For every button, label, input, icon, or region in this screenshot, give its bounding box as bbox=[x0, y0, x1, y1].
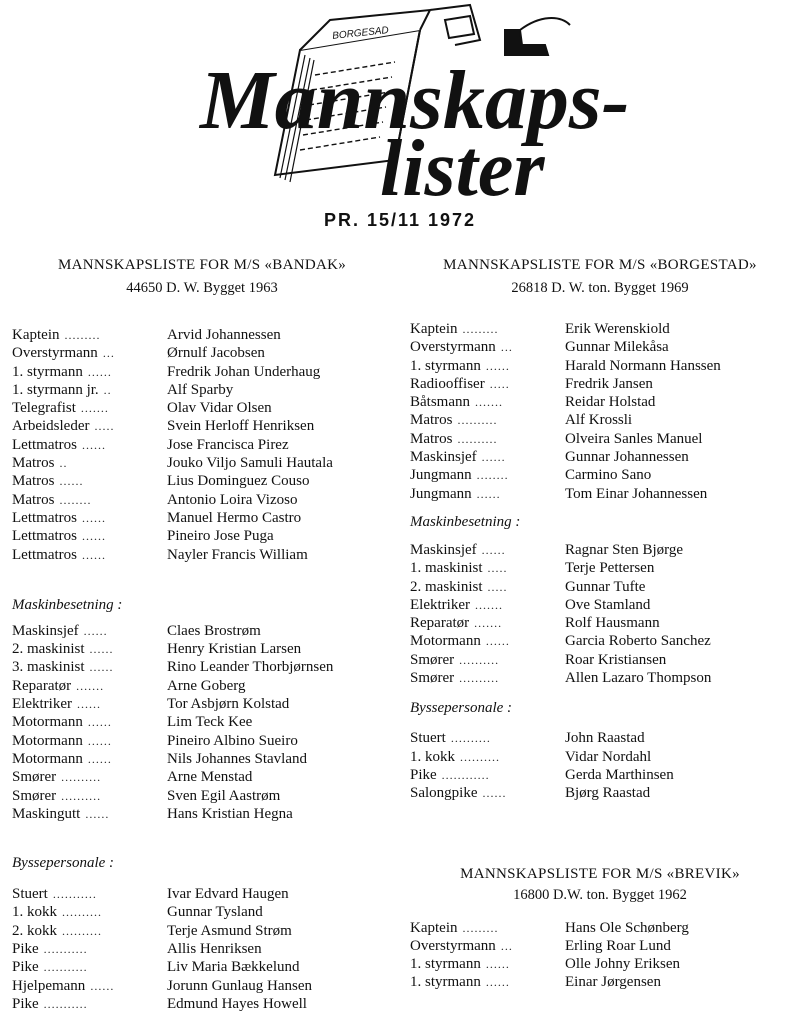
crew-name: Ørnulf Jacobsen bbox=[167, 345, 265, 362]
crew-row bbox=[12, 695, 392, 713]
crew-name: Olveira Sanles Manuel bbox=[565, 430, 703, 447]
crew-name: Liv Maria Bækkelund bbox=[167, 959, 300, 976]
leader-dots: ............ bbox=[441, 767, 490, 782]
crew-row bbox=[12, 454, 392, 472]
crew-row bbox=[12, 958, 392, 976]
crew-role: 1. styrmann jr. bbox=[12, 381, 99, 398]
crew-role: 1. styrmann bbox=[410, 956, 481, 973]
crew-name: Pineiro Albino Sueiro bbox=[167, 732, 298, 749]
engine-heading: Maskinbesetning : bbox=[12, 596, 123, 613]
leader-dots: ........... bbox=[43, 996, 88, 1011]
galley-crew-list bbox=[410, 729, 790, 802]
crew-row bbox=[410, 541, 790, 559]
leader-dots: .......... bbox=[457, 431, 498, 446]
crew-row bbox=[12, 713, 392, 731]
crew-name: Rino Leander Thorbjørnsen bbox=[167, 659, 334, 676]
crew-name: Pineiro Jose Puga bbox=[167, 528, 274, 545]
deck-crew-list bbox=[12, 326, 392, 564]
crew-row bbox=[410, 632, 790, 650]
crew-row bbox=[12, 940, 392, 958]
leader-dots: ..... bbox=[487, 561, 508, 576]
crew-row bbox=[410, 937, 790, 955]
crew-name: Edmund Hayes Howell bbox=[167, 995, 307, 1012]
crew-row bbox=[410, 784, 790, 802]
crew-role: Pike bbox=[12, 959, 39, 976]
crew-row bbox=[410, 651, 790, 669]
crew-name: Fredrik Jansen bbox=[565, 375, 653, 392]
crew-role: Maskingutt bbox=[12, 805, 81, 822]
crew-row bbox=[410, 919, 790, 937]
leader-dots: ...... bbox=[59, 474, 84, 489]
crew-name: Jorunn Gunlaug Hansen bbox=[167, 977, 312, 994]
crew-name: Olav Vidar Olsen bbox=[167, 400, 272, 417]
crew-role: Hjelpemann bbox=[12, 977, 86, 994]
crew-name: Vidar Nordahl bbox=[565, 748, 652, 765]
crew-name: Reidar Holstad bbox=[565, 394, 656, 411]
leader-dots: ........ bbox=[59, 492, 92, 507]
crew-role: Matros bbox=[12, 455, 55, 472]
leader-dots: ...... bbox=[87, 733, 112, 748]
crew-row bbox=[12, 750, 392, 768]
crew-role: 1. kokk bbox=[410, 748, 455, 765]
leader-dots: .......... bbox=[450, 731, 491, 746]
crew-role: Salongpike bbox=[410, 785, 478, 802]
crew-row bbox=[12, 732, 392, 750]
date-heading: PR. 15/11 1972 bbox=[323, 210, 477, 230]
crew-name: Tom Einar Johannessen bbox=[565, 485, 708, 502]
crew-name: Einar Jørgensen bbox=[565, 974, 661, 991]
crew-role: Pike bbox=[410, 766, 437, 783]
crew-name: Erling Roar Lund bbox=[565, 937, 671, 954]
crew-role: Matros bbox=[410, 412, 453, 429]
leader-dots: ....... bbox=[475, 395, 503, 410]
leader-dots: ........... bbox=[52, 887, 97, 902]
crew-name: Arvid Johannessen bbox=[167, 327, 281, 343]
leader-dots: ...... bbox=[81, 437, 106, 452]
crew-row bbox=[12, 622, 392, 640]
leader-dots: ... bbox=[500, 938, 513, 953]
crew-role: Lettmatros bbox=[12, 528, 77, 545]
crew-name: Gunnar Johannessen bbox=[565, 449, 689, 466]
deck-crew-list bbox=[410, 919, 790, 992]
crew-role: Radiooffiser bbox=[410, 375, 485, 392]
crew-row bbox=[12, 381, 392, 399]
crew-role: 2. maskinist bbox=[410, 578, 483, 595]
crew-row bbox=[410, 466, 790, 484]
crew-name: Carmino Sano bbox=[565, 467, 652, 484]
crew-name: John Raastad bbox=[565, 730, 645, 747]
crew-row bbox=[12, 885, 392, 903]
crew-role: Telegrafist bbox=[12, 400, 76, 417]
crew-role: Maskinsjef bbox=[410, 449, 477, 466]
crew-name: Ove Stamland bbox=[565, 596, 651, 613]
crew-row bbox=[410, 955, 790, 973]
leader-dots: ...... bbox=[89, 660, 114, 675]
crew-role: Matros bbox=[12, 473, 55, 490]
leader-dots: .......... bbox=[62, 905, 102, 920]
crew-role: 1. styrmann bbox=[410, 974, 481, 991]
leader-dots: ...... bbox=[85, 806, 110, 821]
crew-name: Harald Normann Hanssen bbox=[565, 357, 721, 374]
crew-row bbox=[12, 326, 392, 344]
crew-role: Reparatør bbox=[410, 615, 470, 632]
crew-name: Manuel Hermo Castro bbox=[167, 509, 302, 526]
crew-role: Kaptein bbox=[410, 321, 458, 337]
crew-role: 2. kokk bbox=[12, 922, 57, 939]
crew-name: Lius Dominguez Couso bbox=[167, 473, 310, 490]
crew-name: Claes Brostrøm bbox=[167, 622, 261, 639]
crew-role: Stuert bbox=[12, 886, 48, 903]
crew-role: Jungmann bbox=[410, 467, 472, 484]
crew-name: Alf Krossli bbox=[565, 412, 633, 429]
crew-name: Fredrik Johan Underhaug bbox=[167, 363, 321, 380]
crew-role: Motormann bbox=[12, 714, 83, 731]
leader-dots: ......... bbox=[462, 322, 499, 336]
crew-role: Matros bbox=[410, 430, 453, 447]
crew-row bbox=[410, 430, 790, 448]
crew-role: Pike bbox=[12, 941, 39, 958]
crew-row bbox=[410, 559, 790, 577]
crew-name: Terje Pettersen bbox=[565, 560, 655, 577]
crew-role: Elektriker bbox=[12, 696, 72, 713]
leader-dots: ...... bbox=[76, 697, 101, 712]
crew-name: Arne Goberg bbox=[167, 677, 246, 694]
leader-dots: .......... bbox=[61, 770, 102, 785]
crew-row bbox=[410, 614, 790, 632]
crew-row bbox=[12, 546, 392, 564]
leader-dots: .......... bbox=[62, 923, 102, 938]
leader-dots: ...... bbox=[90, 978, 115, 993]
crew-row bbox=[12, 640, 392, 658]
crew-name: Arne Menstad bbox=[167, 769, 253, 786]
crew-row bbox=[410, 393, 790, 411]
leader-dots: ...... bbox=[481, 450, 506, 465]
crew-role: Jungmann bbox=[410, 485, 472, 502]
crew-row bbox=[12, 787, 392, 805]
crew-role: Lettmatros bbox=[12, 509, 77, 526]
title-line2: lister bbox=[380, 125, 545, 210]
brevik-section bbox=[410, 865, 790, 992]
crew-row bbox=[12, 977, 392, 995]
bandak-section bbox=[12, 256, 392, 1013]
crew-row bbox=[12, 399, 392, 417]
leader-dots: .. bbox=[103, 382, 112, 397]
leader-dots: ... bbox=[500, 340, 513, 355]
crew-name: Henry Kristian Larsen bbox=[167, 641, 302, 658]
deck-crew-list bbox=[410, 320, 790, 503]
crew-role: Overstyrmann bbox=[410, 339, 496, 356]
crew-role: 1. maskinist bbox=[410, 560, 483, 577]
crew-name: Gunnar Tufte bbox=[565, 578, 646, 595]
crew-row bbox=[410, 485, 790, 503]
crew-role: Lettmatros bbox=[12, 436, 77, 453]
crew-role: 2. maskinist bbox=[12, 641, 85, 658]
crew-role: Overstyrmann bbox=[410, 937, 496, 954]
section-subtitle: 44650 D. W. Bygget 1963 bbox=[126, 280, 278, 296]
engine-crew-list bbox=[410, 541, 790, 687]
crew-row bbox=[12, 922, 392, 940]
galley-crew-list bbox=[12, 885, 392, 1013]
crew-role: Matros bbox=[12, 491, 55, 508]
crew-role: Lettmatros bbox=[12, 546, 77, 563]
leader-dots: ...... bbox=[89, 642, 114, 657]
leader-dots: ...... bbox=[81, 529, 106, 544]
crew-row bbox=[410, 973, 790, 991]
leader-dots: ... bbox=[102, 346, 115, 361]
crew-row bbox=[12, 768, 392, 786]
crew-row bbox=[12, 903, 392, 921]
engine-heading: Maskinbesetning : bbox=[410, 513, 521, 530]
crew-name: Ragnar Sten Bjørge bbox=[565, 541, 684, 558]
crew-row bbox=[410, 578, 790, 596]
leader-dots: .......... bbox=[459, 652, 500, 667]
leader-dots: ........... bbox=[43, 960, 88, 975]
leader-dots: ........... bbox=[43, 942, 88, 957]
leader-dots: ...... bbox=[83, 623, 108, 638]
leader-dots: ...... bbox=[482, 786, 507, 801]
section-title: MANNSKAPSLISTE FOR M/S «BANDAK» bbox=[57, 257, 347, 273]
crew-row bbox=[12, 658, 392, 676]
crew-role: Motormann bbox=[12, 750, 83, 767]
crew-role: Smører bbox=[410, 670, 455, 687]
leader-dots: ......... bbox=[462, 920, 499, 935]
crew-role: Stuert bbox=[410, 730, 446, 747]
galley-heading: Byssepersonale : bbox=[410, 700, 513, 717]
leader-dots: ...... bbox=[485, 358, 510, 373]
crew-role: Kaptein bbox=[410, 919, 458, 936]
leader-dots: ....... bbox=[474, 616, 503, 631]
crew-name: Roar Kristiansen bbox=[565, 651, 667, 668]
crew-role: Reparatør bbox=[12, 677, 72, 694]
crew-role: Båtsmann bbox=[410, 394, 470, 411]
header-illustration bbox=[0, 0, 800, 210]
crew-name: Gerda Marthinsen bbox=[565, 766, 674, 783]
leader-dots: .......... bbox=[459, 671, 500, 686]
crew-row bbox=[410, 748, 790, 766]
crew-name: Tor Asbjørn Kolstad bbox=[167, 696, 290, 713]
leader-dots: .......... bbox=[457, 413, 498, 428]
crew-row bbox=[410, 729, 790, 747]
crew-name: Jose Francisca Pirez bbox=[167, 436, 289, 453]
leader-dots: ....... bbox=[80, 401, 109, 416]
crew-row bbox=[12, 436, 392, 454]
crew-row bbox=[12, 805, 392, 823]
crew-row bbox=[410, 375, 790, 393]
crew-name: Alf Sparby bbox=[167, 381, 234, 398]
leader-dots: ...... bbox=[87, 751, 112, 766]
crew-row bbox=[12, 363, 392, 381]
crew-role: 3. maskinist bbox=[12, 659, 85, 676]
crew-row bbox=[410, 357, 790, 375]
crew-row bbox=[12, 417, 392, 435]
leader-dots: ..... bbox=[489, 376, 510, 391]
leader-dots: ..... bbox=[94, 419, 115, 434]
section-subtitle: 16800 D.W. ton. Bygget 1962 bbox=[513, 886, 687, 903]
crew-name: Sven Egil Aastrøm bbox=[167, 787, 281, 804]
leader-dots: ...... bbox=[87, 715, 112, 730]
leader-dots: ........ bbox=[476, 468, 509, 483]
crew-name: Garcia Roberto Sanchez bbox=[565, 633, 711, 650]
crew-name: Gunnar Tysland bbox=[167, 904, 263, 921]
leader-dots: ...... bbox=[485, 634, 510, 649]
leader-dots: .......... bbox=[61, 788, 102, 803]
leader-dots: ....... bbox=[76, 678, 105, 693]
leader-dots: ....... bbox=[474, 597, 503, 612]
leader-dots: ...... bbox=[476, 486, 501, 501]
crew-row bbox=[410, 320, 790, 338]
crew-role: 1. styrmann bbox=[12, 363, 83, 380]
leader-dots: ...... bbox=[81, 547, 106, 562]
crew-row bbox=[410, 338, 790, 356]
crew-role: 1. styrmann bbox=[410, 357, 481, 374]
crew-row bbox=[410, 448, 790, 466]
crew-row bbox=[12, 344, 392, 362]
crew-row bbox=[12, 509, 392, 527]
crew-row bbox=[12, 472, 392, 490]
crew-name: Allis Henriksen bbox=[167, 941, 262, 958]
crew-name: Erik Werenskiold bbox=[565, 321, 670, 337]
leader-dots: ...... bbox=[87, 364, 112, 379]
leader-dots: ...... bbox=[81, 510, 106, 525]
section-title: MANNSKAPSLISTE FOR M/S «BORGESTAD» bbox=[443, 257, 757, 273]
leader-dots: ..... bbox=[487, 579, 508, 594]
crew-name: Gunnar Milekåsa bbox=[565, 339, 669, 356]
newspaper-label: BORGESAD bbox=[331, 25, 390, 42]
crew-name: Nils Johannes Stavland bbox=[167, 750, 307, 767]
crew-role: 1. kokk bbox=[12, 904, 57, 921]
crew-role: Smører bbox=[410, 651, 455, 668]
galley-heading: Byssepersonale : bbox=[12, 855, 115, 872]
crew-name: Lim Teck Kee bbox=[167, 714, 253, 731]
crew-name: Jouko Viljo Samuli Hautala bbox=[167, 455, 333, 472]
crew-role: Overstyrmann bbox=[12, 345, 98, 362]
section-subtitle: 26818 D. W. ton. Bygget 1969 bbox=[511, 280, 689, 296]
section-title: MANNSKAPSLISTE FOR M/S «BREVIK» bbox=[460, 865, 740, 882]
crew-role: Maskinsjef bbox=[410, 541, 477, 558]
leader-dots: .......... bbox=[460, 749, 500, 764]
crew-role: Elektriker bbox=[410, 596, 470, 613]
leader-dots: .. bbox=[59, 456, 68, 471]
crew-row bbox=[12, 995, 392, 1013]
leader-dots: ...... bbox=[481, 542, 506, 557]
crew-name: Svein Herloff Henriksen bbox=[167, 418, 315, 435]
crew-name: Olle Johny Eriksen bbox=[565, 956, 680, 973]
crew-name: Ivar Edvard Haugen bbox=[167, 886, 289, 903]
crew-row bbox=[12, 491, 392, 509]
crew-role: Maskinsjef bbox=[12, 622, 79, 639]
crew-role: Smører bbox=[12, 787, 57, 804]
crew-name: Hans Kristian Hegna bbox=[167, 805, 293, 822]
leader-dots: ...... bbox=[485, 957, 510, 972]
crew-role: Arbeidsleder bbox=[12, 418, 90, 435]
crew-role: Motormann bbox=[410, 633, 481, 650]
crew-row bbox=[12, 677, 392, 695]
crew-row bbox=[12, 527, 392, 545]
title-line1: Mannskaps- bbox=[200, 54, 630, 147]
crew-role: Kaptein bbox=[12, 327, 60, 343]
crew-role: Motormann bbox=[12, 732, 83, 749]
crew-name: Rolf Hausmann bbox=[565, 615, 660, 632]
crew-name: Hans Ole Schønberg bbox=[565, 919, 689, 936]
crew-row bbox=[410, 596, 790, 614]
crew-role: Pike bbox=[12, 995, 39, 1012]
crew-name: Antonio Loira Vizoso bbox=[167, 491, 298, 508]
borgestad-section bbox=[410, 256, 790, 992]
crew-name: Bjørg Raastad bbox=[565, 785, 651, 802]
crew-name: Nayler Francis William bbox=[167, 546, 308, 563]
crew-row bbox=[410, 766, 790, 784]
crew-row bbox=[410, 411, 790, 429]
crew-role: Smører bbox=[12, 769, 57, 786]
crew-row bbox=[410, 669, 790, 687]
leader-dots: ......... bbox=[64, 328, 101, 342]
leader-dots: ...... bbox=[485, 975, 510, 990]
engine-crew-list bbox=[12, 622, 392, 823]
crew-name: Terje Asmund Strøm bbox=[167, 922, 292, 939]
crew-name: Allen Lazaro Thompson bbox=[565, 670, 712, 687]
